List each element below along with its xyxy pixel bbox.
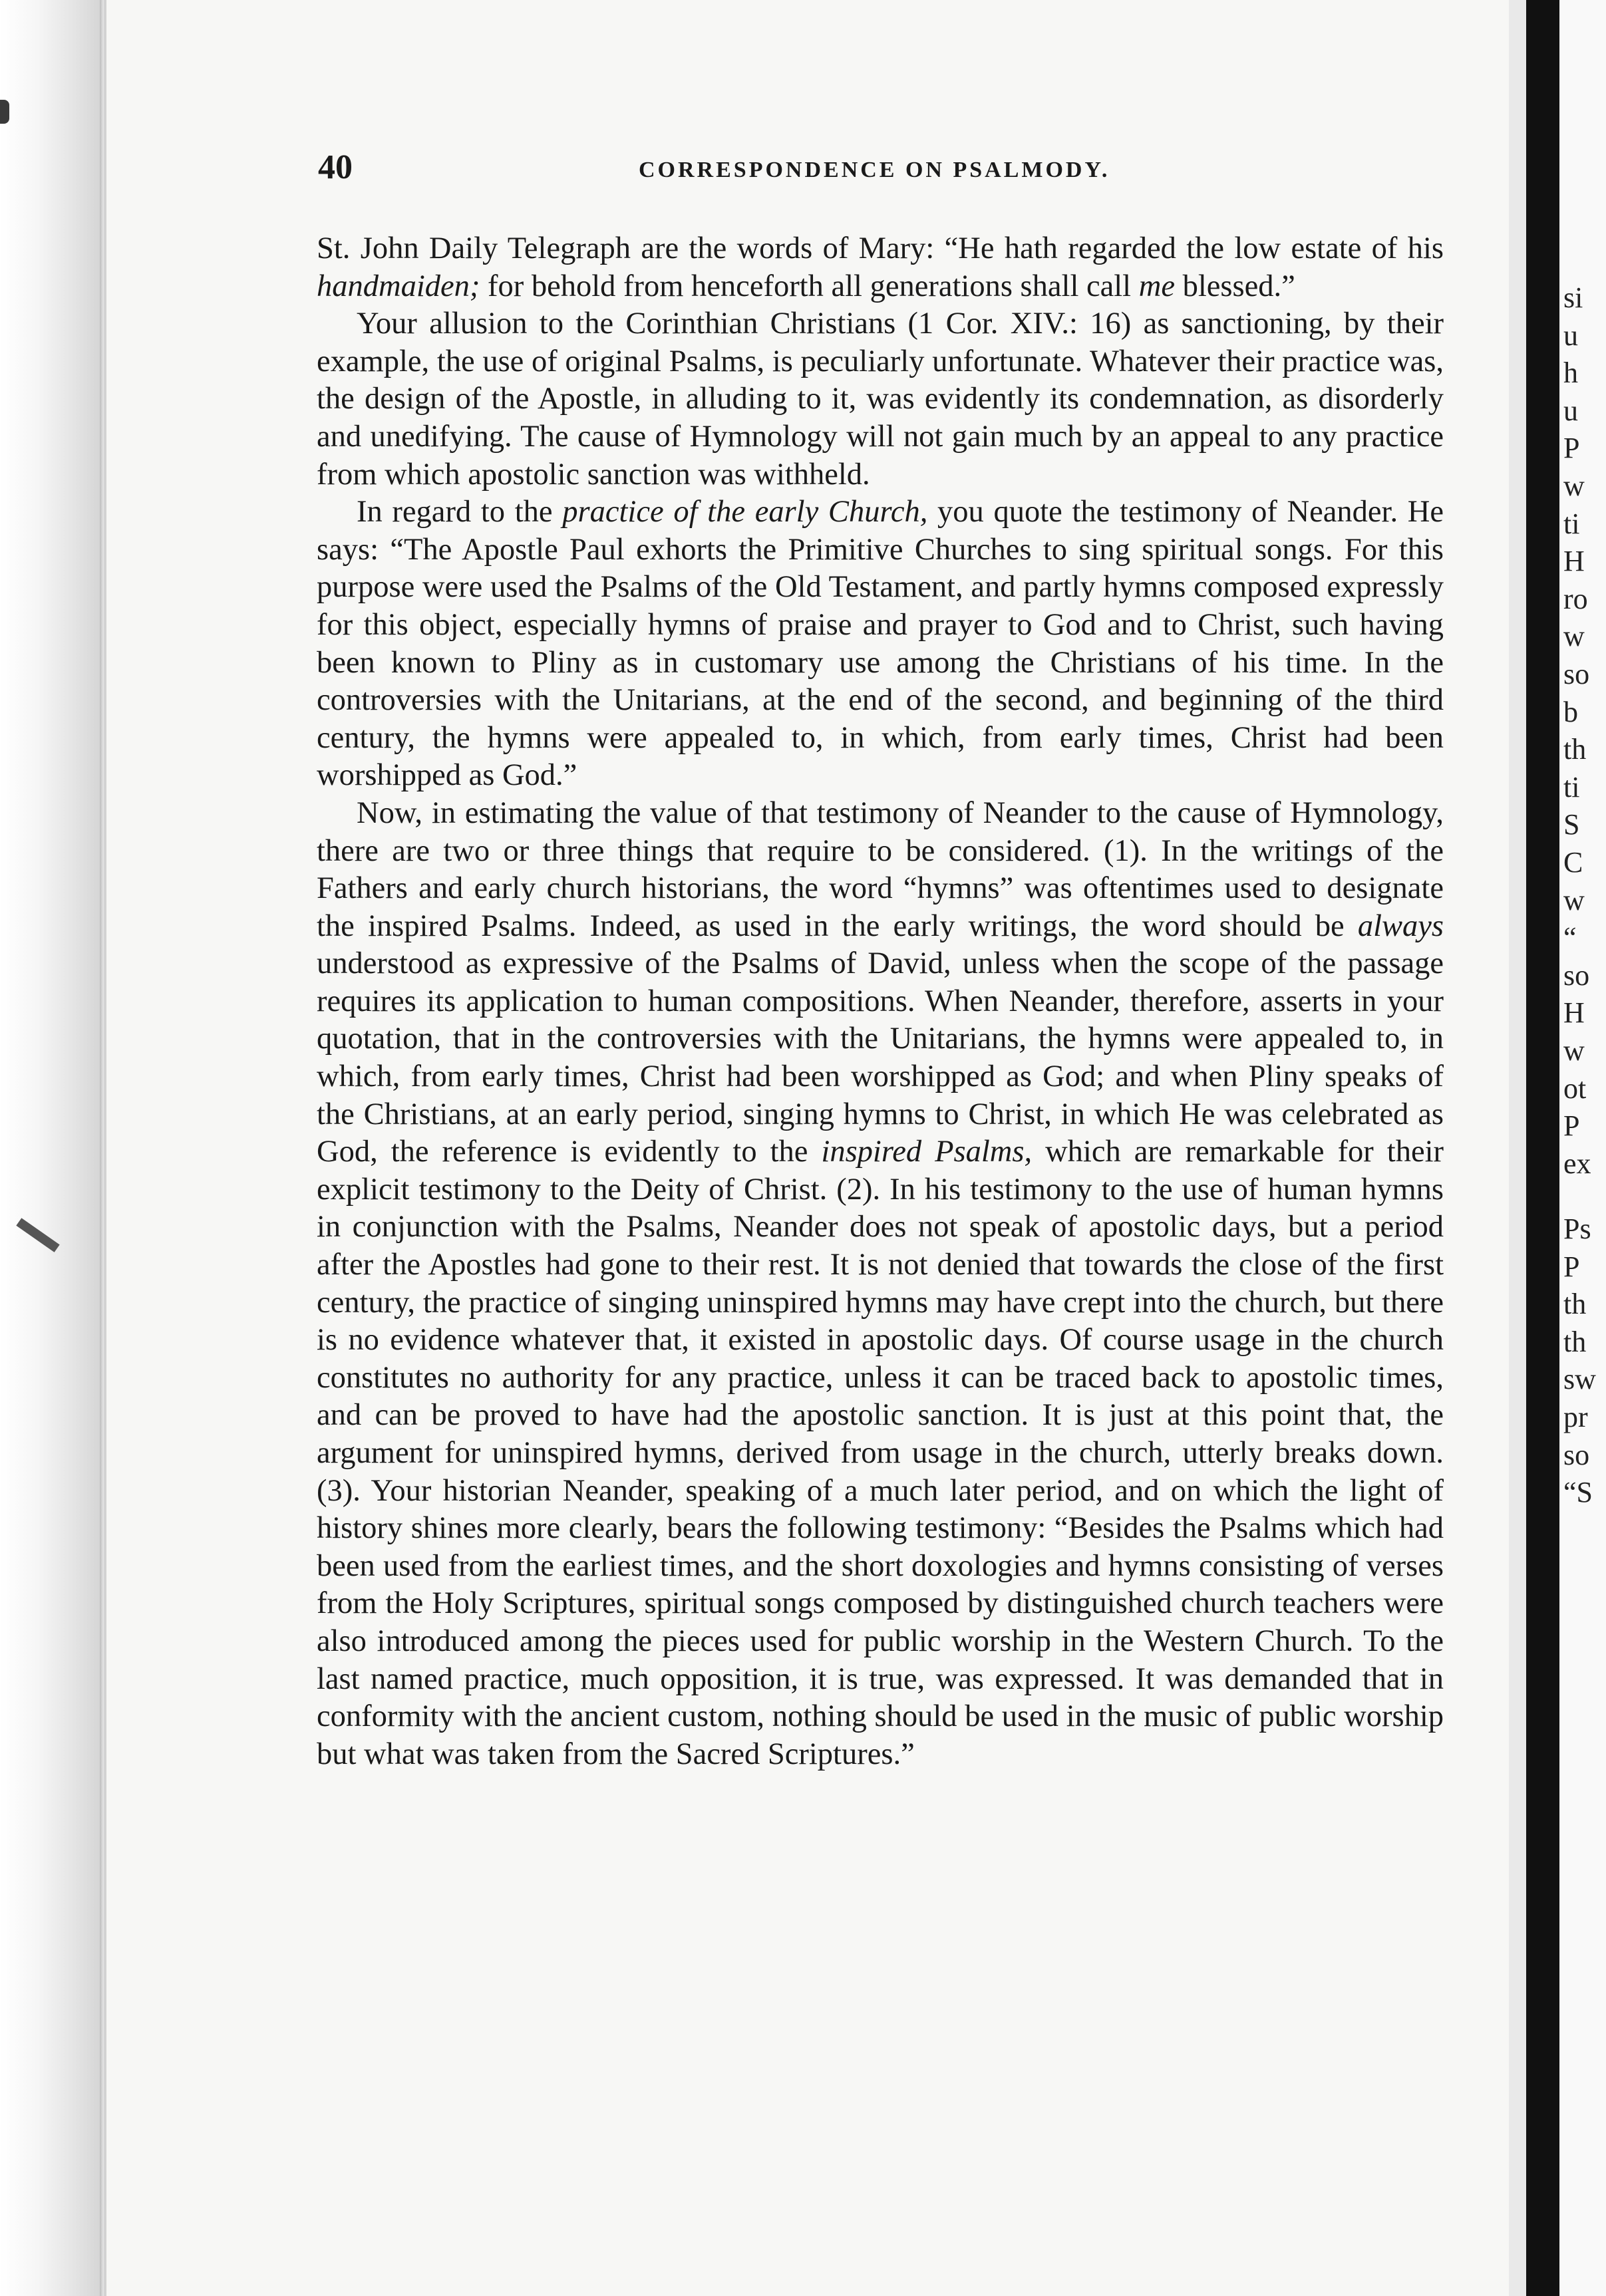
text-run: Now, in estimating the value of that testimony of Neander to the cause of Hymnology, there are two or three things that require to be considered. (1). In the writings of the Fathers and early church historians, the word “hymns” was oftentimes used to designate the inspired Psalms. Indeed, as used in the early writings, the word should be [317, 795, 1444, 943]
text-run: St. John Daily Telegraph are the words of Mary: “He hath regarded the low estate of his [317, 231, 1444, 265]
adjacent-page-fragment: th [1563, 1325, 1587, 1358]
adjacent-page-fragment: th [1563, 1288, 1587, 1321]
scan-left-margin [0, 0, 106, 2296]
adjacent-page-fragment: Ps [1563, 1213, 1591, 1245]
text-run: understood as expressive of the Psalms of David, unless when the scope of the passage requires its application to human compositions. When Neander, therefore, asserts in your quotation, that in the controversies with the Unitarians, the hymns were appealed to, in which, from early times, Christ had been worshipped as God; and when Pliny speaks of the Christians, at an early period, singing hymns to Christ, in which He was celebrated as God, the reference is evidently to the [317, 946, 1444, 1169]
adjacent-page-fragment: sw [1563, 1363, 1596, 1396]
adjacent-page-fragment: H [1563, 545, 1585, 578]
paragraph-3 [317, 494, 1444, 795]
adjacent-page-fragment: rο [1563, 582, 1588, 615]
adjacent-page-fragment: P [1563, 432, 1580, 465]
italic-run: me [1138, 269, 1175, 303]
italic-run: handmaiden; [317, 269, 480, 303]
italic-run: inspired Psalms, [821, 1135, 1033, 1169]
adjacent-page-fragment: h [1563, 357, 1578, 390]
adjacent-page-strip [1559, 0, 1606, 2296]
adjacent-page-fragment: S [1563, 808, 1580, 841]
adjacent-page-fragment: “ [1563, 921, 1577, 954]
adjacent-page-fragment: so [1563, 1438, 1590, 1471]
adjacent-page-fragment: th [1563, 733, 1587, 766]
adjacent-page-fragment: u [1563, 394, 1578, 427]
italic-run: practice of the early Church, [562, 495, 928, 529]
adjacent-page-fragment: P [1563, 1109, 1580, 1143]
running-head: CORRESPONDENCE ON PSALMODY. [639, 158, 1110, 182]
adjacent-page-fragment: ti [1563, 507, 1580, 540]
adjacent-page-fragment: P [1563, 1250, 1580, 1283]
adjacent-page-fragment: ex [1563, 1147, 1591, 1180]
paragraph-4 [317, 795, 1444, 1773]
adjacent-page-fragment: ti [1563, 770, 1580, 803]
adjacent-page-fragment: ot [1563, 1072, 1587, 1105]
book-gutter [1509, 0, 1526, 2296]
gutter-shadow-band [1526, 0, 1559, 2296]
adjacent-page-fragment: u [1563, 319, 1578, 352]
adjacent-page-fragment: w [1563, 620, 1585, 653]
body-text [317, 230, 1444, 1773]
text-run: blessed.” [1174, 269, 1295, 303]
page-edge-shadow [100, 0, 104, 2296]
page-header [318, 148, 1449, 194]
adjacent-page-fragment: b [1563, 695, 1578, 728]
adjacent-page-fragment: “S [1563, 1476, 1593, 1509]
scan-margin-mark [0, 100, 9, 124]
text-run: you quote the testimony of Neander. He says: “The Apostle Paul exhorts the Primitive Churches to sing spiritual songs. For this purpose were used the Psalms of the Old Testament, and partly hymns composed expressly for this object, especially hymns of praise and prayer to God and to Christ, such having been known to Pliny as in customary use among the Christians of his time. In the controversies with the Unitarians, at the end of the second, and beginning of the third century, the hymns were appealed to, in which, from early times, Christ had been worshipped as God.” [317, 495, 1444, 793]
adjacent-page-fragment: sο [1563, 658, 1590, 690]
paragraph-2: Your allusion to the Corinthian Christians (1 Cor. XIV.: 16) as sanctioning, by their example, the use of original Psalms, is peculiarly unfortunate. Whatever their practice was, the design of the Apostle, in alluding to it, was evidently its condemnation, as disorderly and unedifying. The cause of Hymnology will not gain much by an appeal to any practice from which apostolic sanction was withheld. [317, 307, 1444, 492]
adjacent-page-fragment: sο [1563, 958, 1590, 992]
paragraph-1 [317, 230, 1444, 305]
text-run: In regard to the [357, 495, 563, 529]
adjacent-page-fragment: w [1563, 883, 1585, 917]
italic-run: always [1357, 909, 1444, 943]
adjacent-page-fragment: w [1563, 470, 1585, 502]
text-run: for behold from henceforth all generations shall call [480, 269, 1139, 303]
adjacent-page-fragment: si [1563, 281, 1583, 314]
page-number: 40 [318, 148, 353, 186]
text-run: which are remarkable for their explicit testimony to the Deity of Christ. (2). In his testimony to the use of human hymns in conjunction with the Psalms, Neander does not speak of apostolic days, but a period after the Apostles had gone to their rest. It is not denied that towards the close of the first century, the practice of singing uninspired hymns may have crept into the church, but there is no evidence whatever that, it existed in apostolic days. Of course usage in the church constitutes no authority for any practice, unless it can be traced back to apostolic times, and can be proved to have had the apostolic sanction. It is just at this point that, the argument for uninspired hymns, derived from usage in the church, utterly breaks down. (3). Your historian Neander, speaking of a much later period, and on which the light of history shines more clearly, bears the following testimony: “Besides the Psalms which had been used from the earliest times, and the short doxologies and hymns consisting of verses from the Holy Scriptures, spiritual songs composed by distinguished church teachers were also introduced among the pieces used for public worship in the Western Church. To the last named practice, much opposition, it is true, was expressed. It was demanded that in conformity with the ancient custom, nothing should be used in the music of public worship but what was taken from the Sacred Scriptures.” [317, 1135, 1444, 1771]
adjacent-page-fragment: pr [1563, 1401, 1588, 1433]
adjacent-page-fragment: C [1563, 846, 1583, 879]
adjacent-page-fragment: w [1563, 1034, 1585, 1067]
adjacent-page-fragment: H [1563, 996, 1585, 1030]
